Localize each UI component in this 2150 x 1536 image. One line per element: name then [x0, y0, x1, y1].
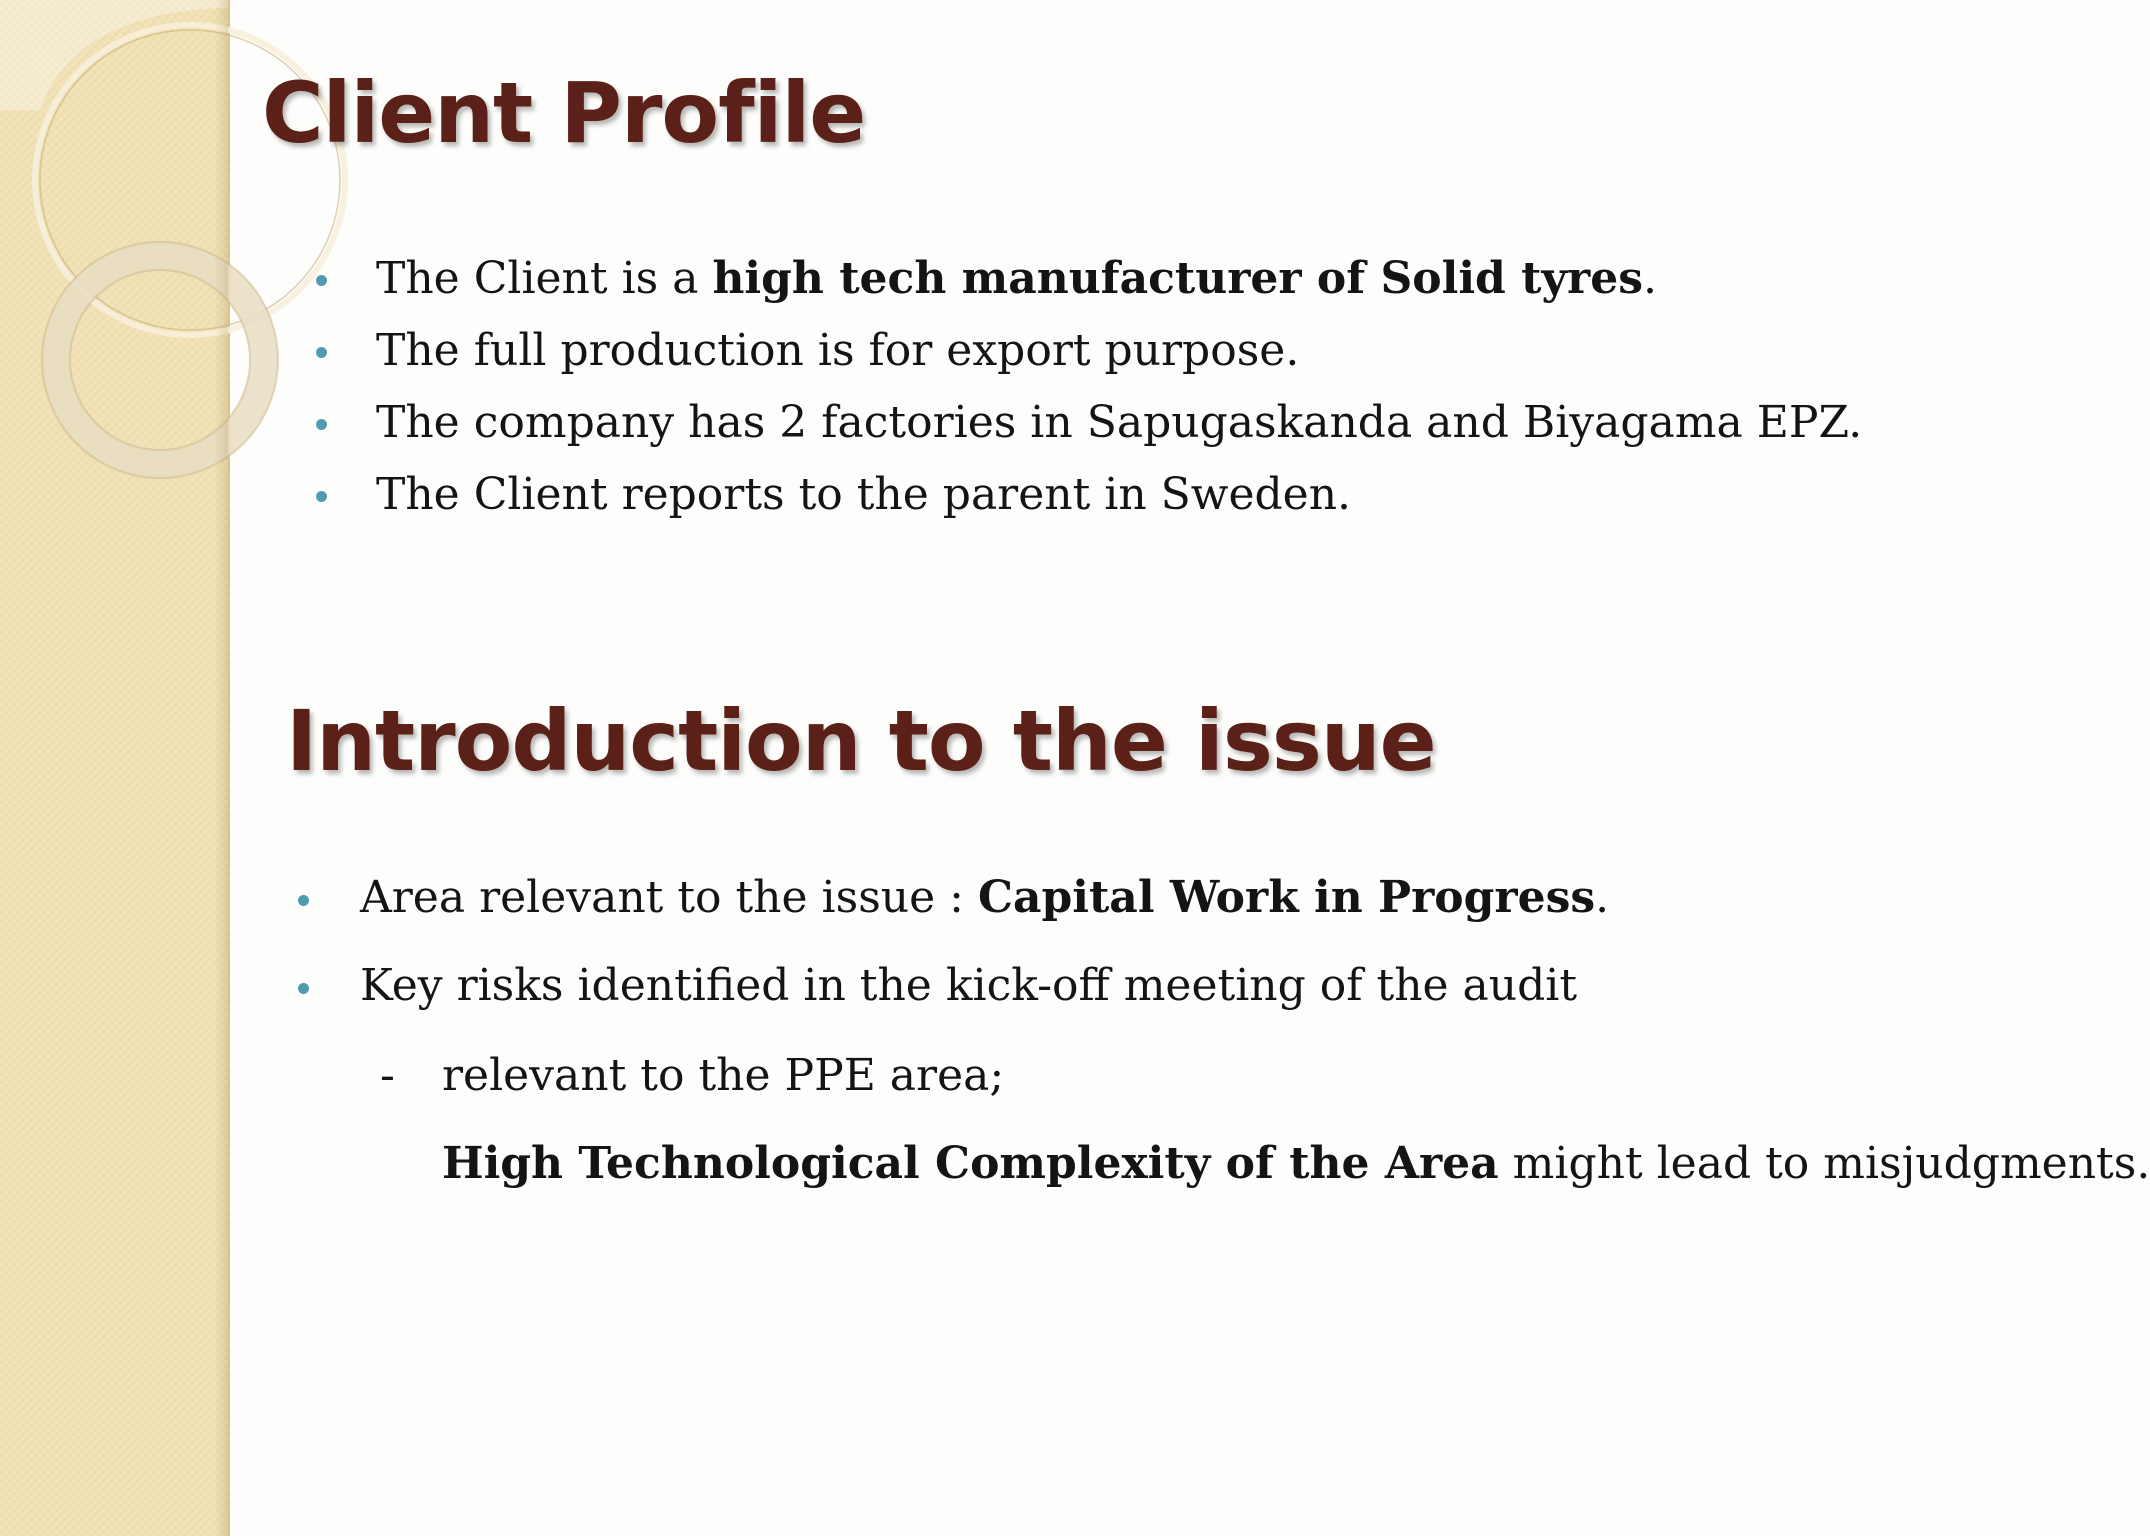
bullet-bold-text: high tech manufacturer of Solid tyres	[712, 253, 1643, 304]
risk-note	[442, 1134, 2150, 1194]
bullet-text-end: .	[1642, 253, 1657, 304]
sub-item-dash: -	[380, 1050, 395, 1101]
bullet-icon	[316, 491, 327, 502]
bullet-text: The company has 2 factories in Sapugaskanda and Biyagama EPZ.	[376, 397, 1863, 448]
bullet-text: The Client is a	[376, 253, 713, 304]
bullet-icon	[298, 983, 309, 994]
bullet-icon	[316, 275, 327, 286]
sub-item-text: relevant to the PPE area;	[442, 1050, 1005, 1101]
bullet-text: The Client reports to the parent in Sweden.	[376, 469, 1352, 520]
bullet-text-end: .	[1595, 872, 1610, 923]
introduction-heading: Introduction to the issue	[286, 692, 1436, 790]
bullet-bold-text: Capital Work in Progress	[977, 872, 1596, 923]
bullet-icon	[316, 347, 327, 358]
bullet-text: Key risks identified in the kick-off meeting of the audit	[360, 960, 1578, 1011]
bullet-icon	[316, 419, 327, 430]
side-decorative-panel	[0, 0, 230, 1536]
bullet-text: Area relevant to the issue :	[360, 872, 978, 923]
risk-note-bold: High Technological Complexity of the Area	[442, 1138, 1499, 1189]
ring-ornament-icon	[0, 0, 228, 520]
bullet-text: The full production is for export purpose.	[376, 325, 1300, 376]
bullet-icon	[298, 895, 309, 906]
client-profile-heading: Client Profile	[262, 64, 866, 162]
risk-note-rest: might lead to misjudgments.	[1498, 1138, 2150, 1189]
